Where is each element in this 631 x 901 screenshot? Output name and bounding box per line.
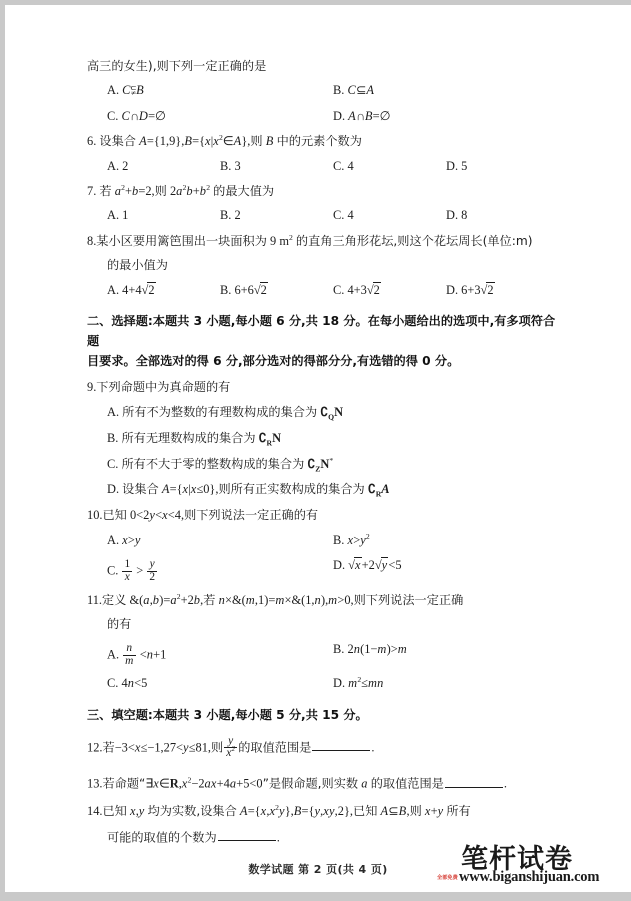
choice-C[interactable]: C. 4+3√2 bbox=[333, 282, 380, 297]
continued-choices-row-2 bbox=[87, 110, 559, 122]
choice-B[interactable]: B. $x>y^2$ bbox=[333, 531, 370, 547]
answer-blank[interactable] bbox=[312, 739, 370, 751]
watermark-badge: 全部免费 bbox=[437, 875, 458, 882]
section-three-heading-line: 三、填空题:本题共 3 小题,每小题 5 分,共 15 分。 bbox=[87, 707, 368, 722]
section-three-heading bbox=[87, 706, 559, 726]
watermark-row bbox=[437, 870, 623, 885]
exam-content bbox=[87, 60, 559, 856]
question-9-choice-D[interactable]: D. 设集合 A={x|x≤0},则所有正实数构成的集合为 $∁_RA$ bbox=[107, 482, 390, 499]
continued-stem-text: 高三的女生),则下列一定正确的是 bbox=[87, 59, 267, 73]
choice-A[interactable]: A. $\frac{n}{m}$ <n+1 bbox=[107, 641, 167, 667]
question-9-choice-B[interactable]: B. 所有无理数构成的集合为 $∁_RN$ bbox=[107, 430, 282, 448]
choice-C[interactable]: C. 4 bbox=[333, 208, 354, 223]
question-6-stem: 6. 设集合 $A=\{1,9\},B=\{x|x^2\in A\}$,则 B 中的元素个数为 bbox=[87, 133, 362, 149]
choice-A[interactable]: A. C⫋B bbox=[107, 83, 144, 98]
question-13: 13.若命题“$\exists x\in R,x^2-2ax+4a+5<0$”是假命题,则实数 a 的取值范围是 . bbox=[87, 775, 507, 791]
question-8-stem: 8.某小区要用篱笆围出一块面积为 9 $m^2$ 的直角三角形花坛,则这个花坛周长(单位:m) bbox=[87, 232, 533, 248]
choice-D[interactable]: D. 6+3√2 bbox=[446, 282, 494, 297]
choice-D[interactable]: D. $m^2\le mn$ bbox=[333, 675, 384, 691]
choice-D[interactable]: D. A∩B=∅ bbox=[333, 108, 391, 123]
choice-A[interactable]: A. 2 bbox=[107, 158, 129, 173]
question-9-stem: 9.下列命题中为真命题的有 bbox=[87, 380, 231, 395]
section-two-heading-line-1: 二、选择题:本题共 3 小题,每小题 6 分,共 18 分。在每小题给出的选项中,有多项符合题 bbox=[87, 314, 556, 348]
question-14-continued: 可能的取值的个数为 . bbox=[107, 830, 280, 845]
choice-A[interactable]: A. x>y bbox=[107, 532, 141, 547]
choice-C[interactable]: C. C∩D=∅ bbox=[107, 108, 166, 123]
question-11-choices-row-2 bbox=[87, 677, 559, 689]
choice-A[interactable]: A. 4+4√2 bbox=[107, 282, 155, 297]
question-6-choices bbox=[87, 160, 559, 172]
watermark bbox=[437, 846, 623, 885]
choice-B[interactable]: B. C⊆A bbox=[333, 83, 375, 98]
choice-B[interactable]: B. 2 bbox=[220, 208, 241, 223]
question-11-choices-row-1 bbox=[87, 643, 559, 668]
question-10-choices-row-2 bbox=[87, 559, 559, 584]
choice-D[interactable]: D. √x+2√y<5 bbox=[333, 558, 402, 573]
choice-C[interactable]: C. $\frac{1}{x}$ > $\frac{y}{2}$ bbox=[107, 558, 156, 584]
question-14: 14.已知 x,y 均为实数,设集合 $A=\{x,x^2y\},B=\{y,xy,2\}$,已知 A⊆B,则 x+y 所有 bbox=[87, 803, 471, 819]
page-bottom-band bbox=[5, 892, 631, 901]
question-7-choices bbox=[87, 209, 559, 221]
watermark-title: 笔杆试卷 bbox=[461, 844, 573, 875]
choice-B[interactable]: B. 3 bbox=[220, 158, 241, 173]
section-two-heading bbox=[87, 312, 559, 371]
question-11-stem-continued: 的有 bbox=[107, 617, 132, 632]
section-two-heading-line-2: 目要求。全部选对的得 6 分,部分选对的得部分分,有选错的得 0 分。 bbox=[87, 353, 460, 368]
question-8-choices bbox=[87, 284, 559, 296]
choice-D[interactable]: D. 5 bbox=[446, 158, 468, 173]
choice-A[interactable]: A. 1 bbox=[107, 208, 129, 223]
watermark-url[interactable]: www.biganshijuan.com bbox=[459, 869, 600, 885]
question-7-stem: 7. 若 $a^2+b=2$,则 $2a^2b+b^2$ 的最大值为 bbox=[87, 182, 275, 199]
question-12: 12.若−3<x≤−1,27<y≤81,则 $\frac{y}{x^2}$ 的取值范围是 . bbox=[87, 734, 375, 760]
choice-C[interactable]: C. 4n<5 bbox=[107, 676, 148, 691]
choice-C[interactable]: C. 4 bbox=[333, 158, 354, 173]
page-footer: 数学试题 第 2 页(共 4 页) bbox=[248, 863, 388, 876]
answer-blank[interactable] bbox=[445, 776, 503, 788]
choice-B[interactable]: B. 2n(1−m)>m bbox=[333, 641, 407, 656]
choice-B[interactable]: B. 6+6√2 bbox=[220, 282, 267, 297]
continued-question-stem bbox=[87, 60, 559, 72]
choice-D[interactable]: D. 8 bbox=[446, 208, 468, 223]
question-9-choice-C[interactable]: C. 所有不大于零的整数构成的集合为 $∁_ZN^*$ bbox=[107, 455, 334, 474]
question-10-choices-row-1 bbox=[87, 531, 559, 547]
question-11-stem: 11.定义 $\&(a,b)=a^2+2b$,若 n×&(m,1)=m×&(1,n),m>0,则下列说法一定正确 bbox=[87, 591, 464, 607]
question-9-choice-A[interactable]: A. 所有不为整数的有理数构成的集合为 $∁_QN$ bbox=[107, 404, 344, 422]
question-10-stem: 10.已知 0<2y<x<4,则下列说法一定正确的有 bbox=[87, 508, 319, 523]
question-8-stem-continued: 的最小值为 bbox=[107, 258, 168, 273]
answer-blank[interactable] bbox=[218, 830, 276, 842]
continued-choices-row-1 bbox=[87, 84, 559, 96]
